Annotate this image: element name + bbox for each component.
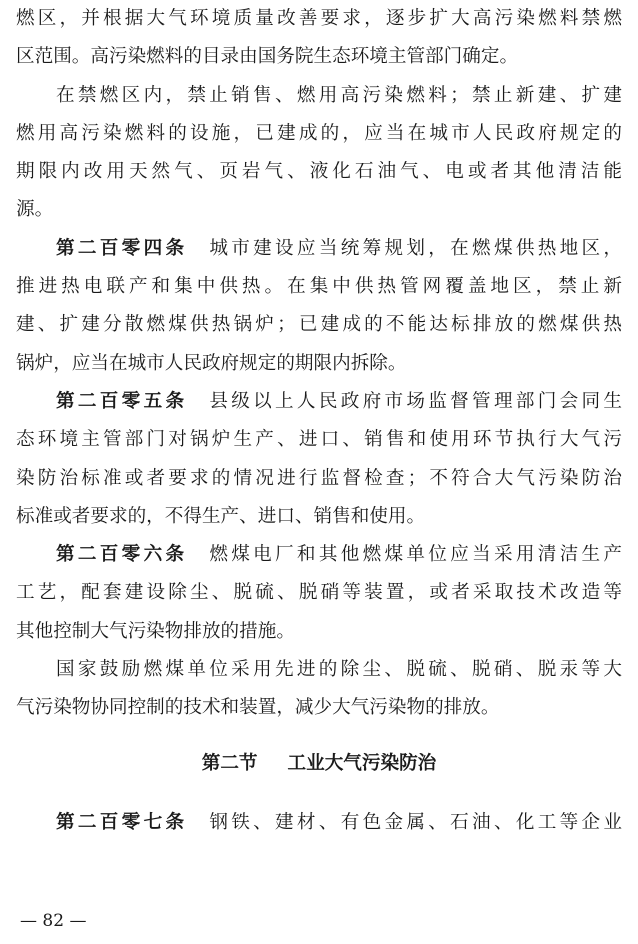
text-line: 其他控制大气污染物排放的措施。 xyxy=(16,620,295,642)
text-line: 工艺，配套建设除尘、脱硫、脱硝等装置，或者采取技术改造等 xyxy=(16,582,622,604)
paragraph-forbidden-zone xyxy=(16,77,622,230)
text-line: 源。 xyxy=(16,199,54,221)
text-line: 标准或者要求的，不得生产、进口、销售和使用。 xyxy=(16,505,426,527)
article-number: 第二百零五条 xyxy=(56,390,188,412)
article-text: 钢铁、建材、有色金属、石油、化工等企业 xyxy=(209,811,622,833)
text-line: 在禁燃区内，禁止销售、燃用高污染燃料；禁止新建、扩建 xyxy=(56,84,622,106)
text-line: 染防治标准或者要求的情况进行监督检查；不符合大气污染防治 xyxy=(16,467,622,489)
text-line: 区范围。高污染燃料的目录由国务院生态环境主管部门确定。 xyxy=(16,46,519,68)
spacer xyxy=(16,784,622,804)
text-line xyxy=(16,536,622,574)
text-line: 建、扩建分散燃煤供热锅炉；已建成的不能达标排放的燃煤供热 xyxy=(16,314,622,336)
spacer xyxy=(16,728,622,744)
text-line: 推进热电联产和集中供热。在集中供热管网覆盖地区，禁止新 xyxy=(16,276,622,298)
section-title: 工业大气污染防治 xyxy=(287,752,437,774)
article-207 xyxy=(16,804,622,842)
text-line: 气污染物协同控制的技术和装置，减少大气污染物的排放。 xyxy=(16,697,500,719)
text-line: 态环境主管部门对锅炉生产、进口、销售和使用环节执行大气污 xyxy=(16,429,622,451)
article-204 xyxy=(16,230,622,383)
document-page xyxy=(16,0,622,842)
text-line xyxy=(16,804,622,842)
text-line: 燃用高污染燃料的设施，已建成的，应当在城市人民政府规定的 xyxy=(16,122,622,144)
article-number: 第二百零七条 xyxy=(56,811,188,833)
article-text: 县级以上人民政府市场监督管理部门会同生 xyxy=(209,390,622,412)
page-number: — 82 — xyxy=(20,911,87,931)
text-line xyxy=(16,383,622,421)
text-line: 燃区，并根据大气环境质量改善要求，逐步扩大高污染燃料禁燃 xyxy=(16,8,622,29)
article-text: 城市建设应当统筹规划，在燃煤供热地区， xyxy=(209,237,622,259)
article-text: 燃煤电厂和其他燃煤单位应当采用清洁生产 xyxy=(209,544,622,566)
article-205 xyxy=(16,383,622,536)
paragraph-encourage xyxy=(16,651,622,728)
section-label: 第二节 xyxy=(201,752,258,774)
text-line: 锅炉，应当在城市人民政府规定的期限内拆除。 xyxy=(16,352,407,374)
article-206 xyxy=(16,536,622,651)
text-line: 期限内改用天然气、页岩气、液化石油气、电或者其他清洁能 xyxy=(16,161,622,183)
article-number: 第二百零四条 xyxy=(56,237,188,259)
text-line: 国家鼓励燃煤单位采用先进的除尘、脱硫、脱硝、脱汞等大 xyxy=(56,659,622,681)
paragraph-continuation xyxy=(16,0,622,77)
text-line xyxy=(16,230,622,268)
article-number: 第二百零六条 xyxy=(56,544,188,566)
section-heading xyxy=(16,744,622,784)
